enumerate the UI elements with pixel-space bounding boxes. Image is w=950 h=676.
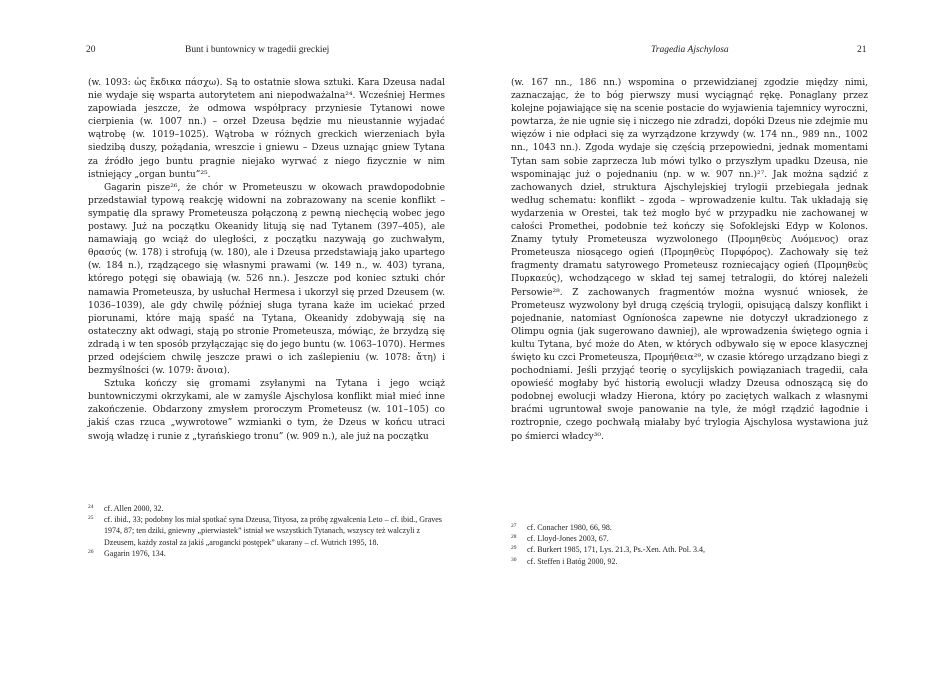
page-number: 21 (857, 45, 867, 55)
footnotes (88, 503, 445, 559)
footnote: 24 cf. Allen 2000, 32. (88, 504, 164, 513)
page-number: 20 (86, 45, 96, 55)
running-head: Bunt i buntownicy w tragedii greckiej (185, 45, 330, 55)
footnote: 25 cf. ibid., 33; podobny los miał spotkać syna Dzeusa, Tityosa, za próbę zgwałcenia Leto – cf. ibid., Graves 1974, 87; ten dziki, gniewny „pierwiastek” istniał we wszystkich Tytanach, wszyscy też walczyli z Dzeusem, każdy został za jakiś „arogancki postępek” ukarany – cf. Wutrich 1995, 18. (88, 515, 442, 547)
paragraph: (w. 167 nn., 186 nn.) wspomina o przewidzianej zgodzie między nimi, zaznaczając, że to bóg pierwszy musi wyciągnąć rękę. Ponaglany przez kolejne pojawiające się na scenie postacie do wyjawienia tajemnicy wyroczni, powtarza, że nie ugnie się i niczego nie zdradzi, dopóki Dzeus nie zdejmie mu więzów i nie odpłaci się za wyrządzone krzywdy (w. 174 nn., 989 nn., 1002 nn., 1043 nn.). Zgoda wydaje się częścią przepowiedni, jednak momentami Tytan sam sobie zaprzecza lub mówi tylko o przyszłym upadku Dzeusa, nie wspominając już o pojednaniu (np. w w. 907 nn.)²⁷. Jak można sądzić z zachowanych dzieł, struktura Ajschylejskiej trylogii przebiegała jednak według schematu: konflikt – zgoda – wprowadzenie kultu. Tak układają się wydarzenia w Orestei, tak też mogło być w przypadku nie zachowanej w całości Promethei, podobnie też kończy się Sofoklejski Edyp w Kolonos. Znamy tytuły Prometeusza wyzwolonego (Προμηθεὺς Λυόμενος) oraz Prometeusza niosącego ogień (Προμηθεὺς Πυρφόρος). Zachowały się też fragmenty dramatu satyrowego Prometeusz rozniecający ogień (Προμηθεὺς Πυρκαεύς), wchodzącego w skład tej samej tetralogii, do której należeli Persowie²⁸. Z zachowanych fragmentów można wysnuć wniosek, że Prometeusz wyzwolony był drugą częścią trylogii, opisującą dalszy konflikt i pojednanie, natomiast Ogníonośca zapewne nie dotyczył ukradzionego z Olimpu ognia (jak sugerowano dawniej), ale wprowadzenia świętego ognia i kultu Tytana, być może do Aten, w których odbywało się w epoce klasycznej święto ku czci Prometeusza, Προμήθεια²⁹, w czasie którego urządzano biegi z pochodniami. Jeśli przyjąć teorię o sycylijskich powiązaniach tragedii, cała opowieść mogłaby być historią ewolucji władzy Dzeusa odnoszącą się do podobnej ewolucji władzy Hierona, który po zaciętych walkach z własnymi braćmi ugruntował swoje panowanie na tyle, że mógł rządzić łagodnie i roztropnie, czego pochwałą miałaby być trylogia Ajschylosa wystawiona już po śmierci władcy³⁰. (511, 78, 868, 442)
footnote-text: Gagarin 1976, 134. (104, 548, 166, 558)
footnote: 30 cf. Steffen i Batóg 2000, 92. (511, 556, 618, 566)
paragraph: Sztuka kończy się gromami zsyłanymi na Tytana i jego wciąż buntowniczymi okrzykami, ale w zamyśle Ajschylosa konflikt miał mieć inne zakończenie. Obdarzony zmysłem proroczym Prometeusz (w. 101–105) co jakiś czas rzuca „wywrotowe” wzmianki o tym, że Dzeus w końcu utraci swoją władzę i runie z „tyrańskiego tronu” (w. 909 n.), ale już na początku (88, 379, 445, 442)
footnote-text: cf. ibid., 33; podobny los miał spotkać syna Dzeusa, Tityosa, za próbę zgwałcenia Leto – cf. ibid., Graves 1974, 87; ten dziki, gniewny „pierwiastek” istniał we wszystkich Tytanach, wszyscy też walczyli z Dzeusem, każdy został za jakiś „arogancki postępek” ukarany – cf. Wutrich 1995, 18. (104, 515, 442, 547)
footnote: 27 cf. Conacher 1980, 66, 98. (511, 523, 612, 532)
paragraph: (w. 1093: ὡς ἔκδικα πάσχω). Są to ostatnie słowa sztuki. Kara Dzeusa nadal nie wydaje się wsparta autorytetem ani niepodważalna²⁴. Wcześniej Hermes zapowiada jeszcze, że odmowa współpracy przyniesie Tytanowi nowe cierpienia (w. 1007 nn.) – orzeł Dzeusa będzie mu nieustannie wyjadać wątrobę (w. 1019–1025). Wątroba w różnych greckich wierzeniach była siedzibą duszy, pożądania, wreszcie i gniewu – Dzeus uznając gniew Tytana za źródło jego buntu pragnie niejako wyrwać z niego fizycznie w nim istniejący „organ buntu”²⁵. (88, 78, 445, 180)
footnote-text: cf. Conacher 1980, 66, 98. (527, 523, 612, 532)
running-head: Tragedia Ajschylosa (651, 45, 729, 55)
main-text (511, 77, 868, 444)
main-text (88, 77, 445, 444)
footnote: 26 Gagarin 1976, 134. (88, 548, 166, 558)
footnote-text: cf. Lloyd-Jones 2003, 67. (527, 534, 609, 544)
footnotes (511, 522, 868, 567)
right-page (475, 0, 950, 676)
footnote-text: cf. Allen 2000, 32. (104, 504, 164, 513)
footnote: 29 cf. Burkert 1985, 171, Lys. 21.3, Ps.-Xen. Ath. Pol. 3.4, (511, 545, 705, 555)
footnote-text: cf. Burkert 1985, 171, Lys. 21.3, Ps.-Xen. Ath. Pol. 3.4, (527, 545, 705, 555)
footnote-text: cf. Steffen i Batóg 2000, 92. (527, 556, 618, 566)
paragraph: Gagarin pisze²⁶, że chór w Prometeuszu w okowach prawdopodobnie przedstawiał typową reakcję widowni na zobrazowany na scenie konflikt – sympatię dla sprawy Prometeusza połączoną z pewną niechęcią wobec jego postawy. Już na początku Okeanidy litują się nad Tytanem (397–405), ale namawiają go wciąż do uległości, z początku nazywają go zuchwałym, θρασύς (w. 178) i strofują (w. 180), ale i Dzeusa przedstawiają jako upartego (w. 184 n.), rządzącego się własnymi prawami (w. 149 n., w. 403) tyrana, którego potęgi się obawiają (w. 526 nn.). Jeszcze pod koniec sztuki chór namawia Prometeusza, by usłuchał Hermesa i ukorzył się przed Dzeusem (w. 1036–1039), ale gdy chwilę później sługa tyrana każe im uciekać przed piorunami, które mają spaść na Tytana, Okeanidy zdobywają się na ostateczny akt odwagi, stają po stronie Prometeusza, mówiąc, że brzydzą się zdradą i w ten sposób przyłączając się do jego buntu (w. 1063–1070). Hermes przed odejściem chwilę jeszcze prawi o ich zaślepieniu (w. 1078: ἄτη) i bezmyślności (w. 1079: ἄνοια). (88, 182, 445, 377)
footnote: 28 cf. Lloyd-Jones 2003, 67. (511, 534, 609, 544)
